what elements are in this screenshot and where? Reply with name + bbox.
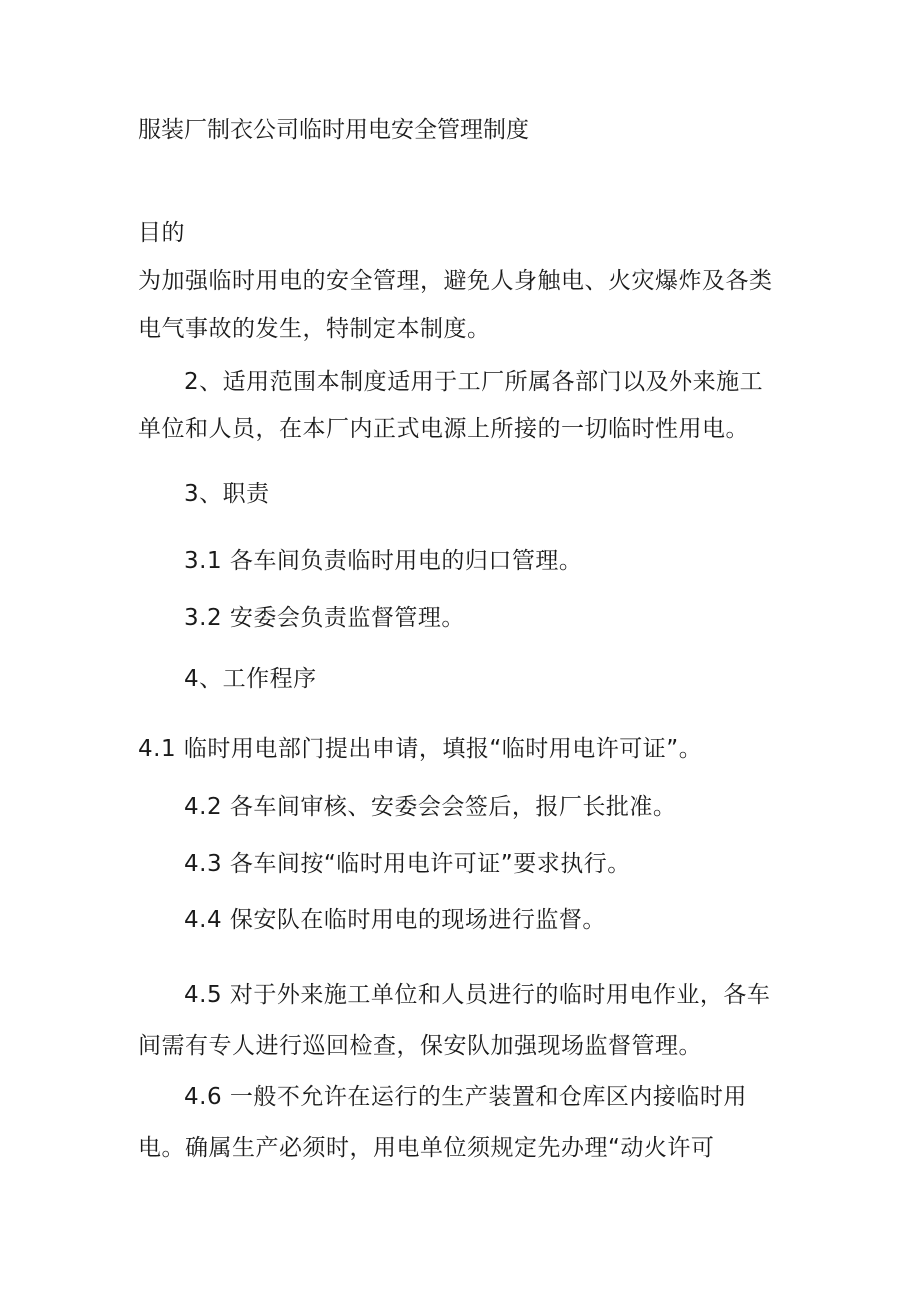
procedure-4-4: 4.4 保安队在临时用电的现场进行监督。: [184, 907, 606, 933]
procedure-4-6-line-2: 电。确属生产必须时，用电单位须规定先办理“动火许可: [138, 1135, 715, 1161]
procedure-4-5-line-1: 4.5 对于外来施工单位和人员进行的临时用电作业，各车: [184, 982, 771, 1008]
procedure-4-3: 4.3 各车间按“临时用电许可证”要求执行。: [184, 851, 631, 877]
procedure-4-2: 4.2 各车间审核、安委会会签后，报厂长批准。: [184, 794, 677, 820]
procedure-4-6-line-1: 4.6 一般不允许在运行的生产装置和仓库区内接临时用: [184, 1084, 747, 1110]
purpose-line-2: 电气事故的发生，特制定本制度。: [138, 316, 491, 342]
procedure-4-1: 4.1 临时用电部门提出申请，填报“临时用电许可证”。: [138, 736, 703, 762]
procedure-4-5-line-2: 间需有专人进行巡回检查，保安队加强现场监督管理。: [138, 1033, 702, 1059]
duties-heading: 3、职责: [184, 481, 270, 507]
scope-line-1: 2、适用范围本制度适用于工厂所属各部门以及外来施工: [184, 369, 764, 395]
purpose-line-1: 为加强临时用电的安全管理，避免人身触电、火灾爆炸及各类: [138, 268, 773, 294]
duty-3-1: 3.1 各车间负责临时用电的归口管理。: [184, 548, 583, 574]
procedure-heading: 4、工作程序: [184, 666, 317, 692]
scope-line-2: 单位和人员，在本厂内正式电源上所接的一切临时性用电。: [138, 416, 749, 442]
document-title: 服装厂制衣公司临时用电安全管理制度: [138, 117, 529, 143]
purpose-heading: 目的: [138, 220, 185, 246]
duty-3-2: 3.2 安委会负责监督管理。: [184, 605, 465, 631]
